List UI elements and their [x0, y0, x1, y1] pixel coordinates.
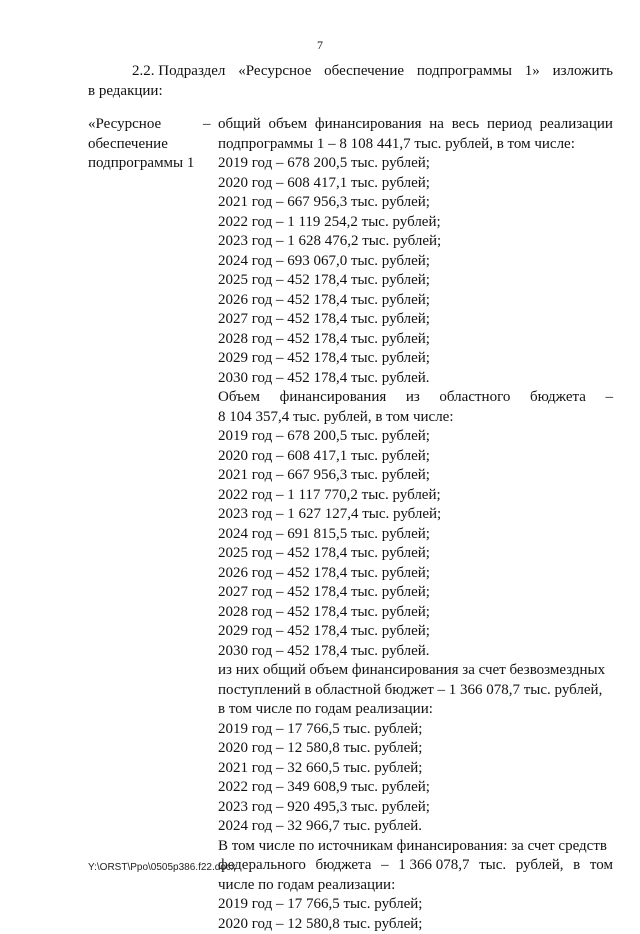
regional-word: –	[606, 388, 614, 408]
federal-word: в	[573, 856, 580, 876]
federal-line-1: В том числе по источникам финансирования: за счет средств	[218, 837, 613, 857]
federal-word: тыс.	[479, 856, 506, 876]
total-year-2028: 2028 год – 452 178,4 тыс. рублей;	[218, 330, 613, 350]
total-year-2029: 2029 год – 452 178,4 тыс. рублей;	[218, 349, 613, 369]
total-year-2022: 2022 год – 1 119 254,2 тыс. рублей;	[218, 213, 613, 233]
total-word: весь	[452, 115, 480, 135]
gratuitous-line-2: поступлений в областной бюджет – 1 366 078,7 тыс. рублей,	[218, 681, 613, 701]
total-year-2021: 2021 год – 667 956,3 тыс. рублей;	[218, 193, 613, 213]
intro-word: обеспечение	[324, 62, 404, 82]
intro-line-2: в редакции:	[88, 82, 613, 102]
regional-year-2023: 2023 год – 1 627 127,4 тыс. рублей;	[218, 505, 613, 525]
total-year-2027: 2027 год – 452 178,4 тыс. рублей;	[218, 310, 613, 330]
total-year-2024: 2024 год – 693 067,0 тыс. рублей;	[218, 252, 613, 272]
total-years-list	[218, 154, 613, 388]
regional-word: из	[406, 388, 420, 408]
regional-year-2019: 2019 год – 678 200,5 тыс. рублей;	[218, 427, 613, 447]
regional-years-list	[218, 427, 613, 661]
total-year-2025: 2025 год – 452 178,4 тыс. рублей;	[218, 271, 613, 291]
gratuitous-line-3: в том числе по годам реализации:	[218, 700, 613, 720]
federal-word: 1 366 078,7	[398, 856, 469, 876]
regional-word: областного	[439, 388, 510, 408]
total-word: на	[429, 115, 444, 135]
regional-year-2028: 2028 год – 452 178,4 тыс. рублей;	[218, 603, 613, 623]
total-year-2026: 2026 год – 452 178,4 тыс. рублей;	[218, 291, 613, 311]
label-line: подпрограммы 1	[88, 154, 200, 174]
total-line-1	[218, 115, 613, 135]
section-label	[88, 115, 200, 174]
regional-word: Объем	[218, 388, 260, 408]
intro-word: «Ресурсное	[238, 62, 311, 82]
regional-year-2027: 2027 год – 452 178,4 тыс. рублей;	[218, 583, 613, 603]
federal-word: федерального	[218, 856, 306, 876]
federal-word: бюджета	[316, 856, 372, 876]
regional-year-2024: 2024 год – 691 815,5 тыс. рублей;	[218, 525, 613, 545]
regional-line-2: 8 104 357,4 тыс. рублей, в том числе:	[218, 408, 613, 428]
intro-word: 2.2. Подраздел	[132, 62, 225, 82]
intro-paragraph	[88, 62, 613, 101]
regional-year-2025: 2025 год – 452 178,4 тыс. рублей;	[218, 544, 613, 564]
federal-year-2020: 2020 год – 12 580,8 тыс. рублей;	[218, 915, 613, 934]
federal-word: том	[590, 856, 613, 876]
intro-word: изложить	[553, 62, 613, 82]
federal-year-2019: 2019 год – 17 766,5 тыс. рублей;	[218, 895, 613, 915]
federal-line-3: числе по годам реализации:	[218, 876, 613, 896]
funding-content	[218, 115, 613, 934]
regional-word: финансирования	[280, 388, 387, 408]
gratuitous-year-2022: 2022 год – 349 608,9 тыс. рублей;	[218, 778, 613, 798]
total-word: период	[487, 115, 532, 135]
total-year-2023: 2023 год – 1 628 476,2 тыс. рублей;	[218, 232, 613, 252]
federal-line-2	[218, 856, 613, 876]
total-word: общий	[218, 115, 261, 135]
federal-years-list	[218, 895, 613, 934]
regional-year-2021: 2021 год – 667 956,3 тыс. рублей;	[218, 466, 613, 486]
regional-year-2020: 2020 год – 608 417,1 тыс. рублей;	[218, 447, 613, 467]
regional-year-2022: 2022 год – 1 117 770,2 тыс. рублей;	[218, 486, 613, 506]
gratuitous-year-2021: 2021 год – 32 660,5 тыс. рублей;	[218, 759, 613, 779]
federal-word: –	[381, 856, 389, 876]
gratuitous-year-2020: 2020 год – 12 580,8 тыс. рублей;	[218, 739, 613, 759]
regional-year-2026: 2026 год – 452 178,4 тыс. рублей;	[218, 564, 613, 584]
total-word: финансирования	[315, 115, 422, 135]
total-line-2: подпрограммы 1 – 8 108 441,7 тыс. рублей, в том числе:	[218, 135, 613, 155]
intro-word: 1»	[525, 62, 540, 82]
gratuitous-line-1: из них общий объем финансирования за счет безвозмездных	[218, 661, 613, 681]
gratuitous-year-2024: 2024 год – 32 966,7 тыс. рублей.	[218, 817, 613, 837]
regional-year-2029: 2029 год – 452 178,4 тыс. рублей;	[218, 622, 613, 642]
total-year-2030: 2030 год – 452 178,4 тыс. рублей.	[218, 369, 613, 389]
total-word: реализации	[540, 115, 613, 135]
regional-word: бюджета	[530, 388, 586, 408]
total-year-2020: 2020 год – 608 417,1 тыс. рублей;	[218, 174, 613, 194]
label-dash: –	[203, 115, 211, 135]
file-path-footer: Y:\ORST\Ppo\0505p386.f22.docx	[88, 862, 236, 873]
regional-year-2030: 2030 год – 452 178,4 тыс. рублей.	[218, 642, 613, 662]
total-word: объем	[268, 115, 307, 135]
gratuitous-year-2019: 2019 год – 17 766,5 тыс. рублей;	[218, 720, 613, 740]
gratuitous-years-list	[218, 720, 613, 837]
federal-word: рублей,	[516, 856, 564, 876]
label-line: обеспечение	[88, 135, 200, 155]
intro-word: подпрограммы	[417, 62, 512, 82]
regional-line-1	[218, 388, 613, 408]
label-line: «Ресурсное	[88, 115, 200, 135]
intro-line-1	[88, 62, 613, 82]
total-year-2019: 2019 год – 678 200,5 тыс. рублей;	[218, 154, 613, 174]
gratuitous-year-2023: 2023 год – 920 495,3 тыс. рублей;	[218, 798, 613, 818]
page-number: 7	[0, 38, 640, 53]
